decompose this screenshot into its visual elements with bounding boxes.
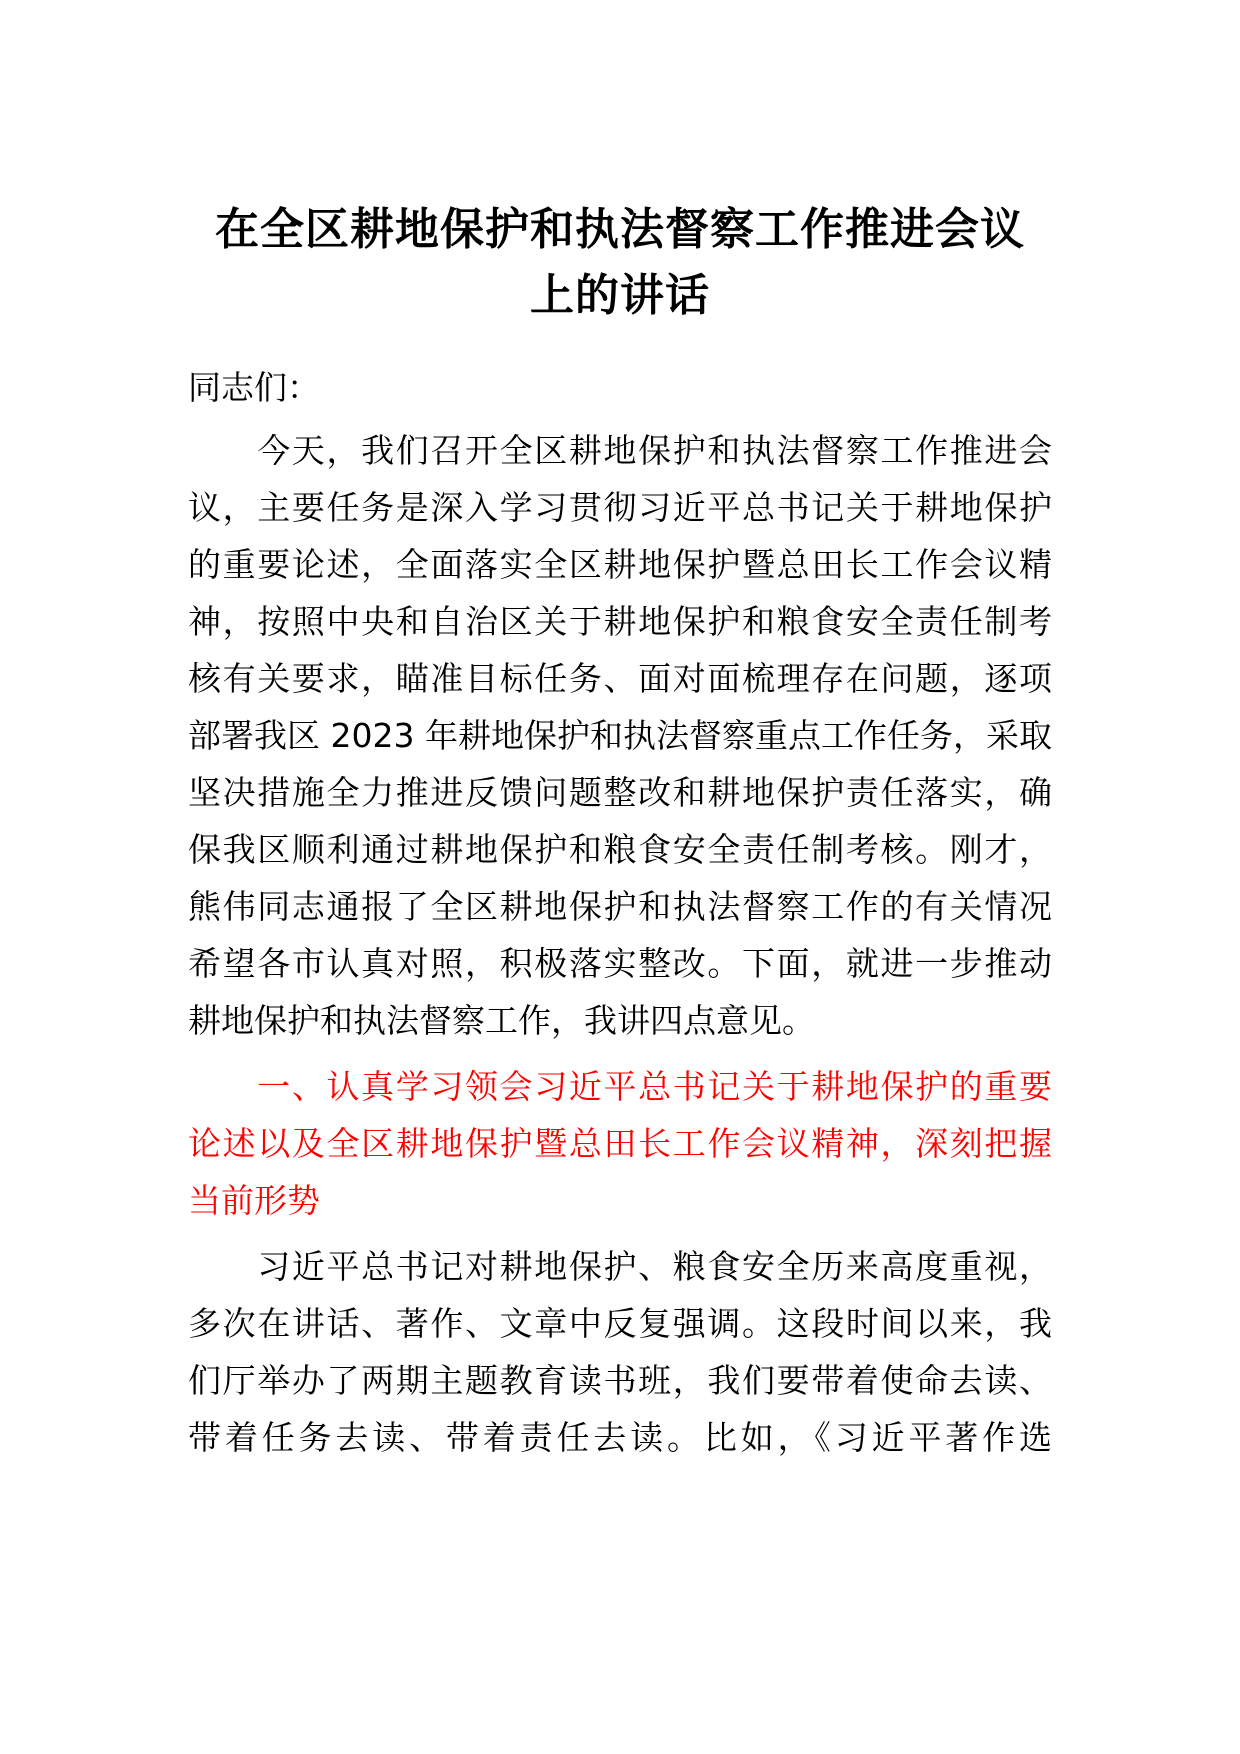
section-heading-line: 论述以及全区耕地保护暨总田长工作会议精神，深刻把握: [188, 1124, 1052, 1163]
intro-line: 部署我区 2023 年耕地保护和执法督察重点工作任务，采取: [188, 716, 1052, 755]
section-body-line: 习近平总书记对耕地保护、粮食安全历来高度重视，: [188, 1247, 1052, 1286]
section-body-line: 带着任务去读、带着责任去读。比如，《习近平著作选: [188, 1418, 1052, 1457]
intro-line: 的重要论述，全面落实全区耕地保护暨总田长工作会议精: [188, 545, 1052, 584]
intro-line: 今天，我们召开全区耕地保护和执法督察工作推进会: [188, 431, 1052, 470]
section-body-line: 多次在讲话、著作、文章中反复强调。这段时间以来，我: [188, 1304, 1052, 1343]
document-title-line-2: 上的讲话: [530, 270, 710, 321]
intro-line: 核有关要求，瞄准目标任务、面对面梳理存在问题，逐项: [188, 659, 1052, 698]
intro-line: 保我区顺利通过耕地保护和粮食安全责任制考核。刚才，: [188, 830, 1052, 869]
intro-line: 希望各市认真对照，积极落实整改。下面，就进一步推动: [188, 944, 1052, 983]
salutation: 同志们：: [188, 368, 320, 407]
intro-line: 坚决措施全力推进反馈问题整改和耕地保护责任落实，确: [188, 773, 1052, 812]
intro-line: 神，按照中央和自治区关于耕地保护和粮食安全责任制考: [188, 602, 1052, 641]
document-title-line-1: 在全区耕地保护和执法督察工作推进会议: [215, 204, 1025, 255]
section-heading-line: 当前形势: [188, 1181, 320, 1220]
intro-line: 议，主要任务是深入学习贯彻习近平总书记关于耕地保护: [188, 488, 1052, 527]
section-heading-line: 一、认真学习领会习近平总书记关于耕地保护的重要: [188, 1067, 1052, 1106]
intro-line: 熊伟同志通报了全区耕地保护和执法督察工作的有关情况: [188, 887, 1052, 926]
intro-line: 耕地保护和执法督察工作，我讲四点意见。: [188, 1001, 815, 1040]
section-body-line: 们厅举办了两期主题教育读书班，我们要带着使命去读、: [188, 1361, 1052, 1400]
